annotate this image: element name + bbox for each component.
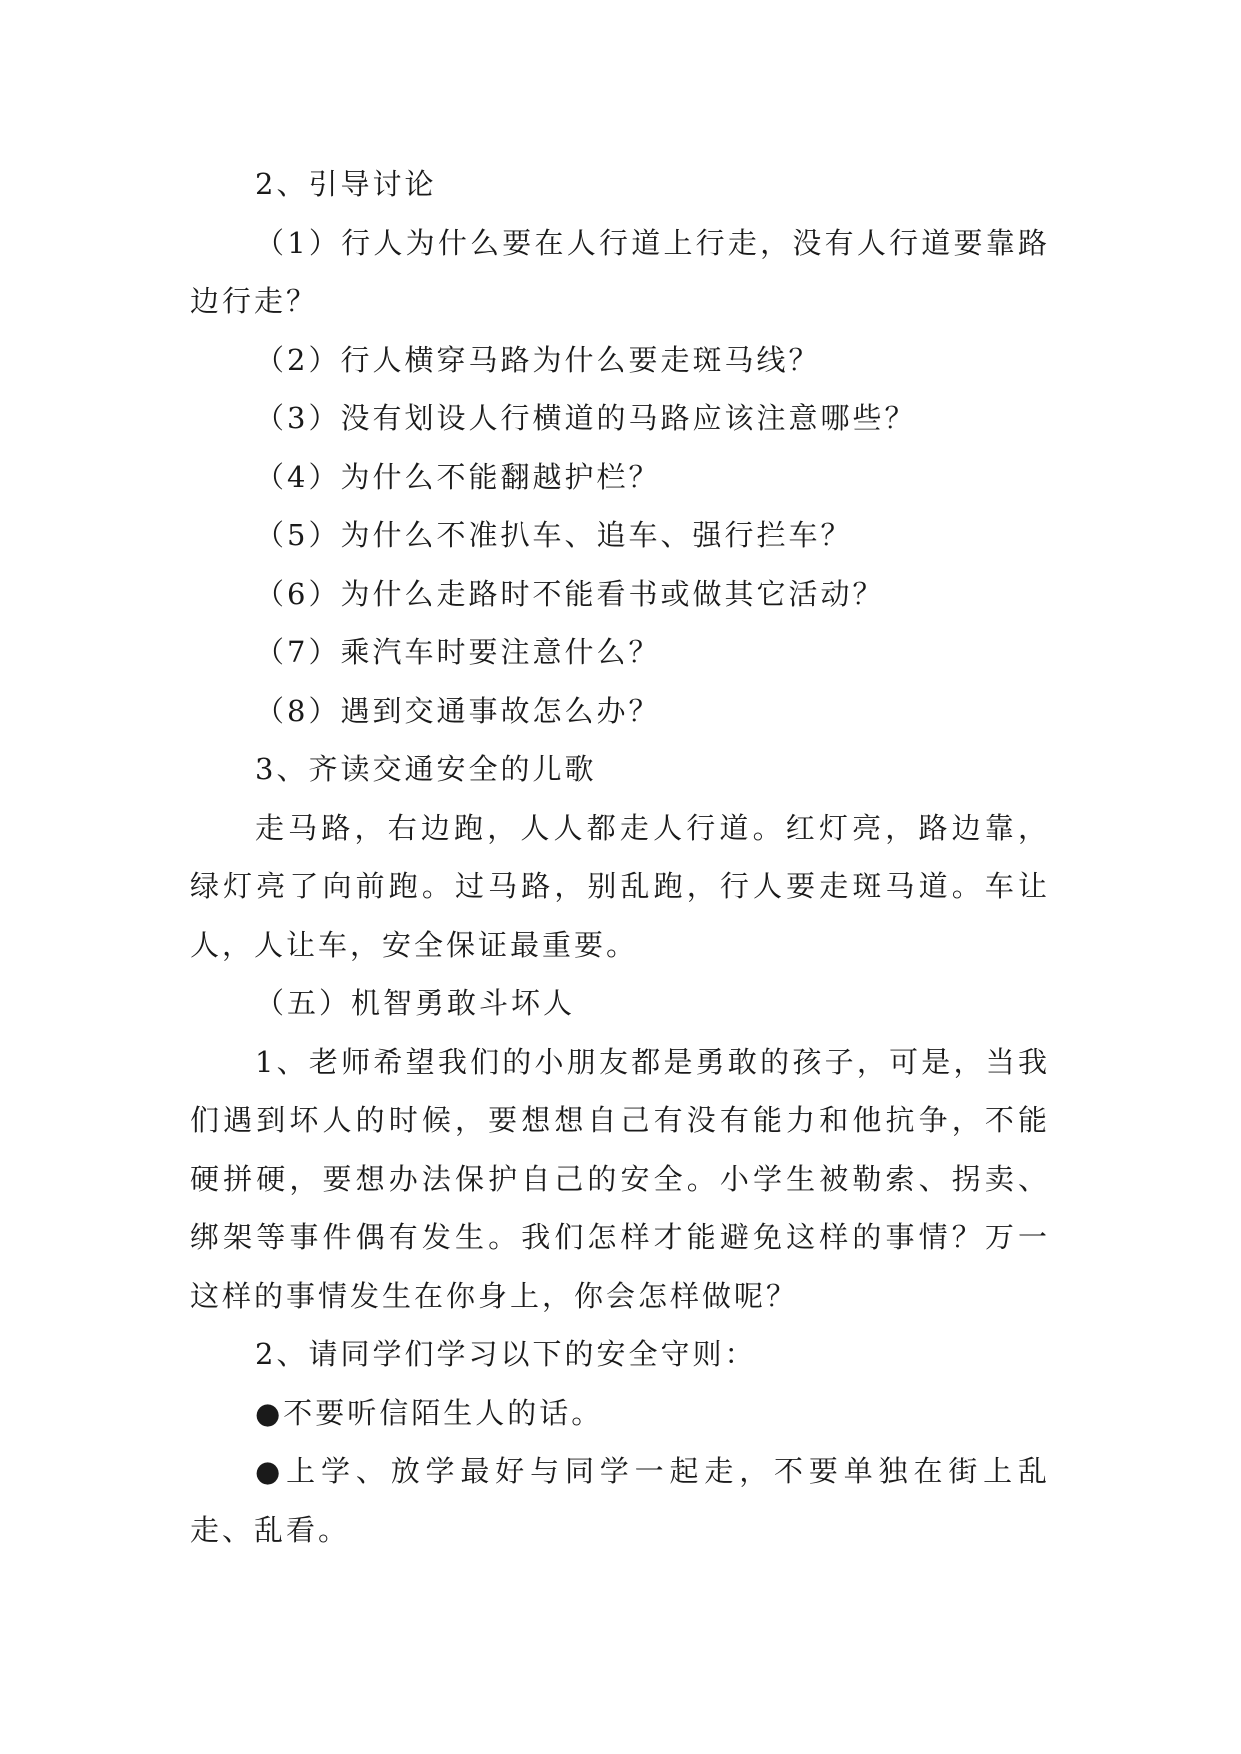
- brave-children-paragraph: 1、老师希望我们的小朋友都是勇敢的孩子，可是，当我们遇到坏人的时候，要想想自己有没有能力和他抗争，不能硬拼硬，要想办法保护自己的安全。小学生被勒索、拐卖、绑架等事件偶有发生。我们怎样才能避免这样的事情？万一这样的事情发生在你身上，你会怎样做呢？: [190, 1044, 1050, 1313]
- safety-rules-heading: 2、请同学们学习以下的安全守则：: [255, 1337, 757, 1371]
- section-heading-rhyme: 3、齐读交通安全的儿歌: [255, 752, 597, 786]
- question-2: （2）行人横穿马路为什么要走斑马线？: [255, 342, 821, 377]
- question-3: （3）没有划设人行横道的马路应该注意哪些？: [255, 401, 917, 435]
- question-8: （8）遇到交通事故怎么办？: [255, 693, 661, 728]
- safety-rule-1: ●不要听信陌生人的话。: [255, 1395, 604, 1430]
- question-1: （1）行人为什么要在人行道上行走，没有人行道要靠路边行走？: [190, 225, 1050, 318]
- section-heading-discussion: 2、引导讨论: [255, 167, 437, 201]
- safety-rule-2: ●上学、放学最好与同学一起走，不要单独在街上乱走、乱看。: [190, 1454, 1050, 1547]
- question-4: （4）为什么不能翻越护栏？: [255, 459, 661, 494]
- section-heading-five: （五）机智勇敢斗坏人: [255, 986, 576, 1020]
- question-5: （5）为什么不准扒车、追车、强行拦车？: [255, 518, 853, 552]
- document-body: [190, 155, 1050, 1559]
- question-7: （7）乘汽车时要注意什么？: [255, 635, 661, 669]
- question-6: （6）为什么走路时不能看书或做其它活动？: [255, 576, 885, 611]
- traffic-safety-rhyme: 走马路，右边跑，人人都走人行道。红灯亮，路边靠，绿灯亮了向前跑。过马路，别乱跑，行人要走斑马道。车让人，人让车，安全保证最重要。: [190, 810, 1050, 962]
